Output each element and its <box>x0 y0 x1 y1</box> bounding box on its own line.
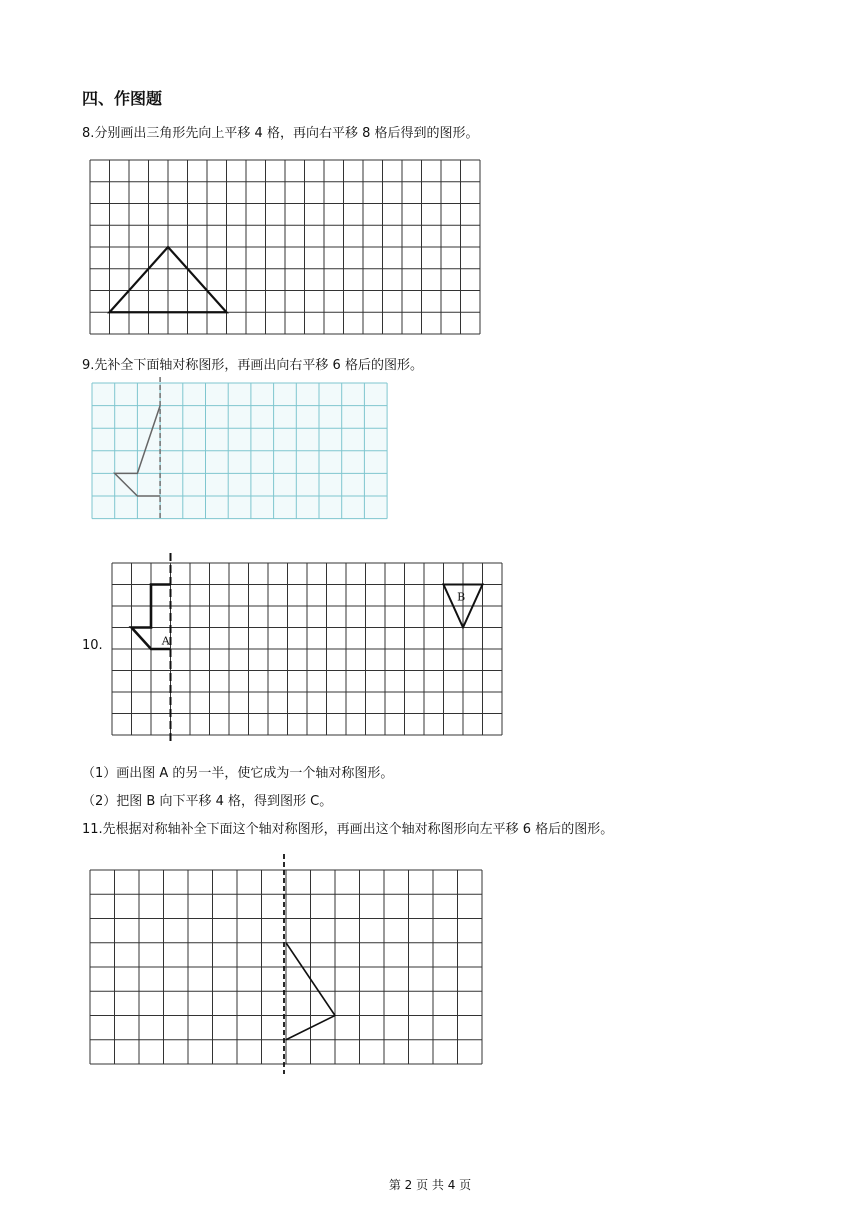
shape-a-label: A <box>161 634 170 648</box>
question-9-grid <box>92 383 388 519</box>
question-11-text: 11.先根据对称轴补全下面这个轴对称图形，再画出这个轴对称图形向左平移 6 格后的图形。 <box>82 822 614 837</box>
question-8-text: 8.分别画出三角形先向上平移 4 格，再向右平移 8 格后得到的图形。 <box>82 126 479 141</box>
question-10-grid <box>112 563 502 735</box>
question-9-text: 9.先补全下面轴对称图形，再画出向右平移 6 格后的图形。 <box>82 358 423 373</box>
question-11-grid <box>90 870 482 1064</box>
page-footer: 第 2 页 共 4 页 <box>388 1178 472 1192</box>
question-8-grid <box>90 160 480 334</box>
shape-b-label: B <box>457 590 466 604</box>
question-10-sub-1: （1）画出图 A 的另一半，使它成为一个轴对称图形。 <box>82 766 394 781</box>
question-10-number: 10. <box>82 638 103 653</box>
section-title: 四、作图题 <box>82 89 163 108</box>
question-10-sub-2: （2）把图 B 向下平移 4 格，得到图形 C。 <box>82 794 333 809</box>
